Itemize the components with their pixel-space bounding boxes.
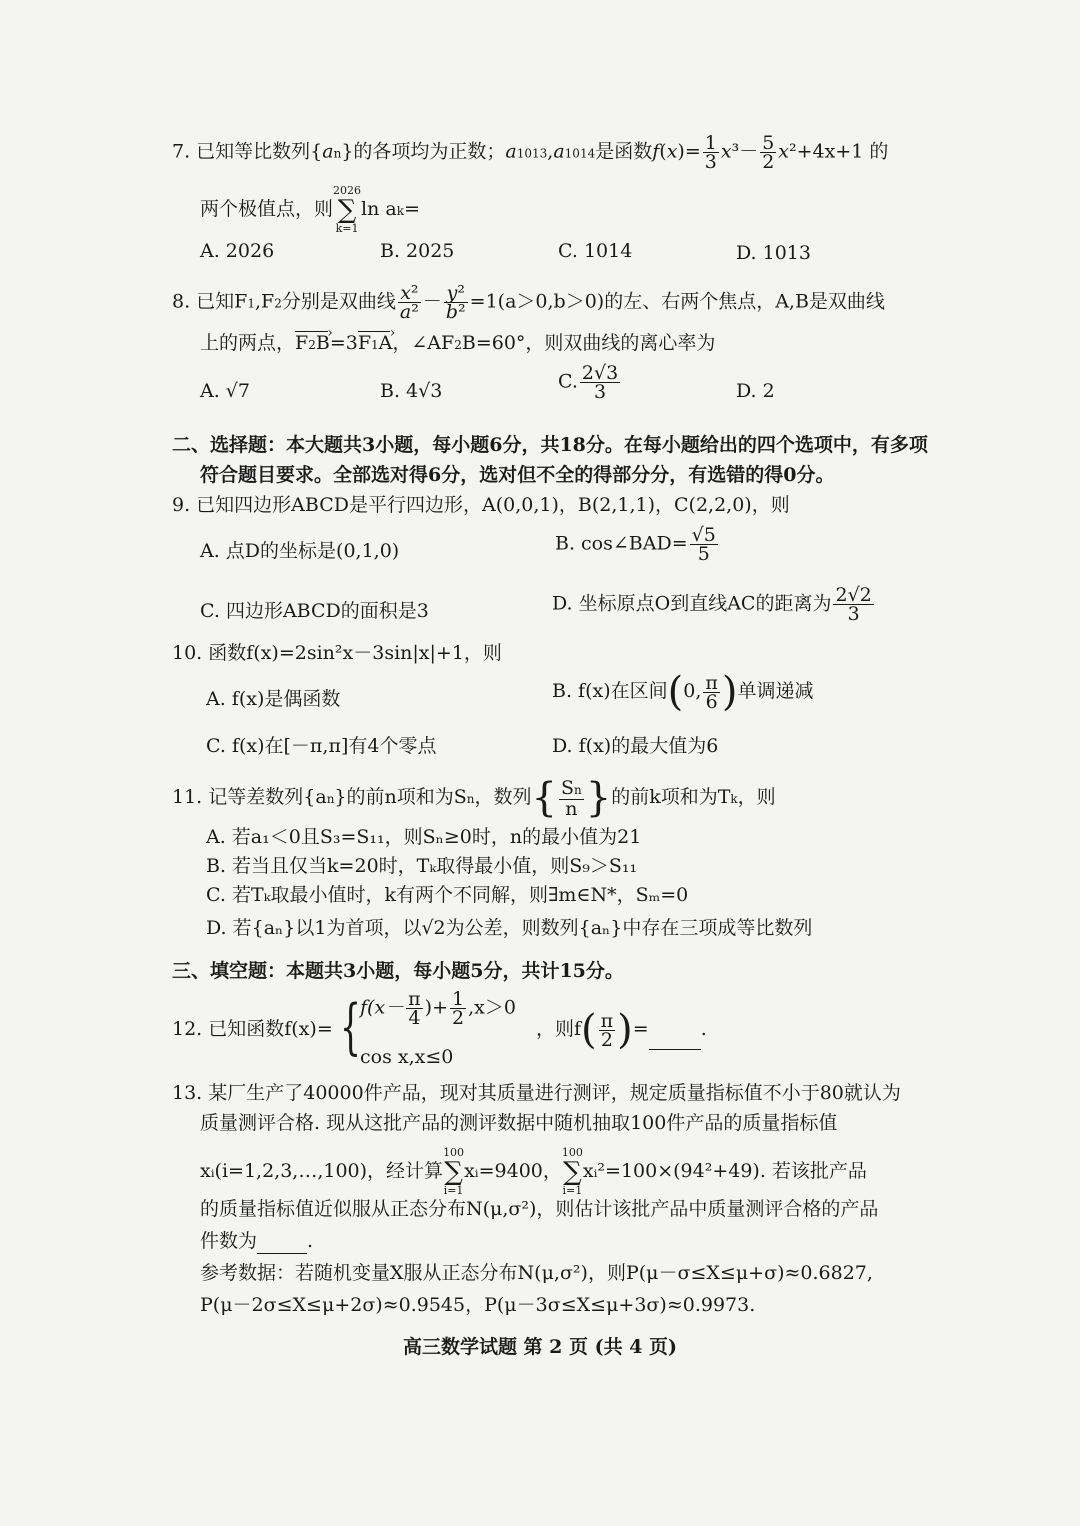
q13-ref1: 参考数据：若随机变量X服从正态分布N(μ,σ²)，则P(μ－σ≤X≤μ+σ)≈0.6827, (200, 1262, 873, 1284)
q10-stem: 10. 函数f(x)=2sin²x－3sin|x|+1，则 (172, 642, 502, 664)
section-2-heading: 二、选择题：本大题共3小题，每小题6分，共18分。在每小题给出的四个选项中，有多项 (172, 434, 928, 456)
q9-option-b: B. cos∠BAD= $\frac{√5}{5}$ (555, 524, 716, 565)
q8-option-a: A. √7 (200, 380, 250, 402)
page-footer: 高三数学试题 第 2 页 (共 4 页) (402, 1336, 678, 1358)
q8-option-d: D. 2 (736, 380, 775, 402)
q13-line1: 13. 某厂生产了40000件产品，现对其质量进行测评，规定质量指标值不小于80就认为 (172, 1082, 901, 1104)
q11-stem: 11. 记等差数列{an}的前n项和为Sn，数列{ $\frac{Sn}{n}$ }的前k项和为Tk，则 (172, 775, 776, 821)
q9-stem: 9. 已知四边形ABCD是平行四边形，A(0,0,1)，B(2,1,1)，C(2,2,0)，则 (172, 494, 790, 516)
q8-line1: 8. 已知F1,F2分别是双曲线 $\frac{\text{x²}}{\text{a²}}$ － $\frac{\text{y²}}{\text{b²}}$ =1(a＞0,b＞0)的左、右两个焦点，A,B是双曲线 (172, 282, 885, 323)
q13-line2: 质量测评合格. 现从这批产品的测评数据中随机抽取100件产品的质量指标值 (200, 1112, 838, 1134)
q13-answer-blank (257, 1235, 307, 1254)
q7-option-b: B. 2025 (380, 240, 455, 262)
q9-option-d: D. 坐标原点O到直线AC的距离为 $\frac{2√2}{3}$ (552, 584, 872, 625)
q8-option-c: C. $\frac{2√3}{3}$ (558, 362, 619, 403)
q12-case2: cos x,x≤0 (360, 1046, 454, 1068)
q7-line1: 7. 已知等比数列{an}的各项均为正数；a1013,a1014是函数f(x)= $\frac{1}{3}$ x³－ $\frac{5}{2}$ x²+4x+1 的 (172, 132, 889, 173)
q12-case1: f(x－ $\frac{\pi}{4}$ )+ $\frac{1}{2}$ ,x＞0 (360, 988, 516, 1029)
q7-line2: 两个极值点，则 2026 ∑ k=1 ln ak= (200, 184, 420, 235)
q8-line2: 上的两点，F2B ›=3F1A ›，∠AF2B=60°，则双曲线的离心率为 (200, 330, 715, 358)
q11-option-a: A. 若a₁＜0且S₃=S₁₁，则Sₙ≥0时，n的最小值为21 (206, 826, 642, 848)
q10-option-a: A. f(x)是偶函数 (206, 688, 341, 710)
q10-option-b: B. f(x)在区间(0, $\frac{\pi}{6}$ )单调递减 (552, 669, 814, 715)
q7-option-a: A. 2026 (200, 240, 275, 262)
q11-option-d: D. 若{aₙ}以1为首项，以√2为公差，则数列{aₙ}中存在三项成等比数列 (206, 917, 813, 939)
q11-option-b: B. 若当且仅当k=20时，Tₖ取得最小值，则S₉＞S₁₁ (206, 855, 638, 877)
q13-line4: 的质量指标值近似服从正态分布N(μ,σ²)，则估计该批产品中质量测评合格的产品 (200, 1198, 879, 1220)
q12-brace: { (340, 992, 362, 1062)
q7-option-c: C. 1014 (558, 240, 633, 262)
q9-option-c: C. 四边形ABCD的面积是3 (200, 600, 429, 622)
q12-prefix: 12. 已知函数f(x)= (172, 1018, 333, 1040)
q10-option-d: D. f(x)的最大值为6 (552, 735, 719, 757)
q11-option-c: C. 若Tₖ取最小值时，k有两个不同解，则∃m∈N*，Sₘ=0 (206, 884, 689, 906)
q12-tail: ，则f( $\frac{\pi}{2}$ )= . (536, 1007, 707, 1053)
q8-option-b: B. 4√3 (380, 380, 443, 402)
q7-option-d: D. 1013 (736, 242, 811, 264)
section-3-heading: 三、填空题：本题共3小题，每小题5分，共计15分。 (172, 960, 624, 982)
section-2-heading-line2: 符合题目要求。全部选对得6分，选对但不全的得部分分，有选错的得0分。 (200, 464, 835, 486)
q13-line3: xᵢ(i=1,2,3,…,100)，经计算 100 ∑ i=1 xᵢ=9400， 100 ∑ i=1 xᵢ²=100×(94²+49). 若该批产品 (200, 1146, 867, 1197)
q9-option-a: A. 点D的坐标是(0,1,0) (200, 540, 400, 562)
q13-line5: 件数为 . (200, 1230, 314, 1252)
q13-ref2: P(μ－2σ≤X≤μ+2σ)≈0.9545，P(μ－3σ≤X≤μ+3σ)≈0.9973. (200, 1294, 756, 1316)
q10-option-c: C. f(x)在[－π,π]有4个零点 (206, 735, 437, 757)
q12-answer-blank (649, 1031, 701, 1050)
